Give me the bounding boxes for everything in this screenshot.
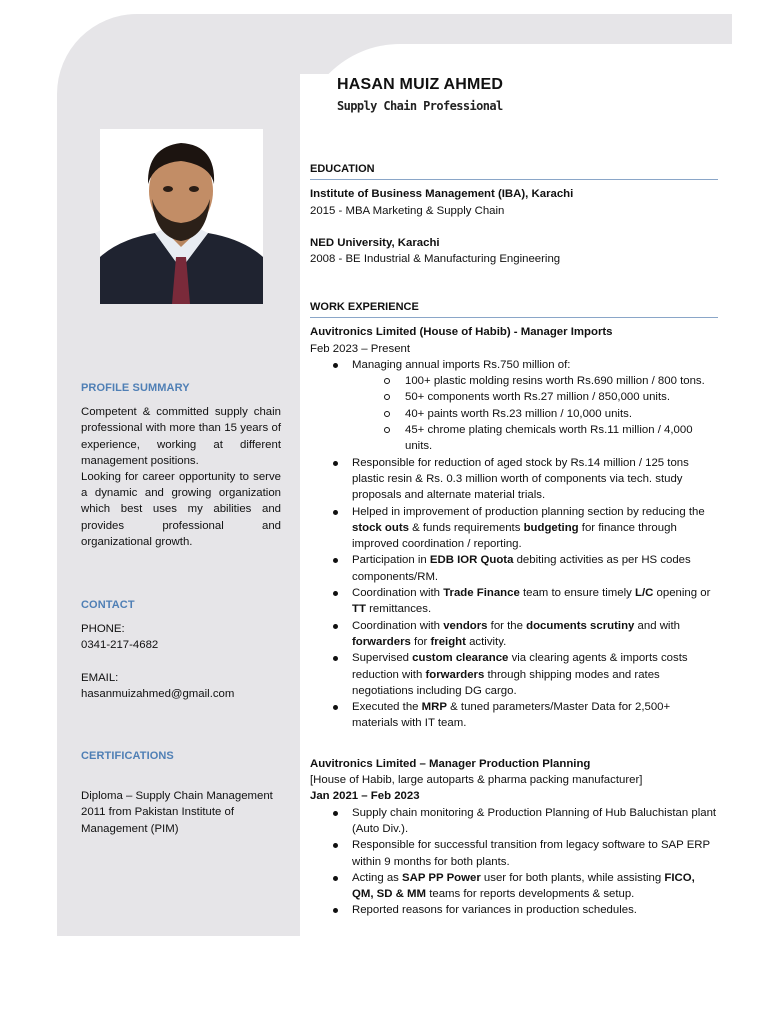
bullet-emphasis: TT xyxy=(352,603,366,616)
bullet-item xyxy=(310,650,718,699)
bullet-segment: debiting activities as per HS codes components/RM. xyxy=(352,554,691,583)
bullet-emphasis: FICO, QM, SD & MM xyxy=(352,871,695,901)
work-experience-heading: WORK EXPERIENCE xyxy=(310,299,718,318)
bullet-item xyxy=(310,618,718,651)
bullet-emphasis: budgeting xyxy=(523,521,579,534)
certification-line-2: 2011 from Pakistan Institute of xyxy=(81,806,235,819)
education-degree-2: 2008 - BE Industrial & Manufacturing Engineering xyxy=(310,253,561,266)
bullet-emphasis: custom clearance xyxy=(412,652,509,665)
bullet-segment: & tuned parameters/Master Data for 2,500+ materials with IT team. xyxy=(352,701,671,730)
sub-bullet-item: 50+ components worth Rs.27 million / 850,000 units. xyxy=(352,389,718,405)
bullet-item xyxy=(310,805,718,838)
bullet-text xyxy=(352,839,710,867)
job-dates: Feb 2023 – Present xyxy=(310,342,411,355)
bullet-segment: team to ensure timely xyxy=(519,587,636,600)
bullet-text xyxy=(352,359,570,371)
bullet-segment: Supply chain monitoring & Production Planning of Hub Baluchistan plant (Auto Div.). xyxy=(352,806,717,835)
bullet-emphasis: SAP PP Power xyxy=(402,871,481,884)
bullet-emphasis: Trade Finance xyxy=(443,587,520,600)
bullet-segment: Acting as xyxy=(352,871,403,884)
sub-bullet-item: 45+ chrome plating chemicals worth Rs.11 million / 4,000 units. xyxy=(352,422,718,455)
bullet-segment: for finance through improved coordination / reporting. xyxy=(352,521,677,551)
bullet-segment: & funds requirements xyxy=(408,521,524,534)
bullet-segment: for the xyxy=(487,619,527,632)
certifications-section xyxy=(81,748,281,837)
profile-objective-text: Looking for career opportunity to serve a dynamic and growing organization which best uses my abilities and provides professional and organizational growth. xyxy=(81,471,281,548)
bullet-text xyxy=(352,457,689,502)
bullet-segment: via clearing agents & imports costs reduction with xyxy=(352,652,688,681)
certification-line-3: Management (PIM) xyxy=(81,822,179,835)
bullet-emphasis: freight xyxy=(430,635,466,648)
bullet-item xyxy=(310,837,718,870)
education-school-2: NED University, Karachi xyxy=(310,236,440,249)
bullet-item xyxy=(310,504,718,553)
bullet-text xyxy=(352,506,705,551)
bullet-segment: Executed the xyxy=(352,701,422,714)
bullet-text xyxy=(352,652,688,697)
profile-summary-section xyxy=(81,380,281,550)
job-1 xyxy=(310,324,718,731)
bullet-segment: teams for reports developments & setup. xyxy=(426,888,635,901)
bullet-text xyxy=(352,554,691,582)
bullet-item xyxy=(310,699,718,732)
contact-section xyxy=(81,597,281,702)
bullet-segment: Coordination with xyxy=(352,619,444,632)
bullet-text xyxy=(352,587,710,615)
bullet-emphasis: forwarders xyxy=(425,668,485,681)
bullet-emphasis: forwarders xyxy=(352,635,411,648)
bullet-emphasis: stock outs xyxy=(352,521,409,534)
certifications-heading: CERTIFICATIONS xyxy=(81,750,174,762)
bullet-item xyxy=(310,870,718,903)
bullet-segment: Coordination with xyxy=(352,587,444,600)
bullet-text xyxy=(352,904,637,916)
bullet-item xyxy=(310,357,718,455)
candidate-title: Supply Chain Professional xyxy=(337,99,503,113)
bullet-segment: Responsible for successful transition from legacy software to SAP ERP within 9 months for both plants. xyxy=(352,839,710,868)
certification-line-1: Diploma – Supply Chain Management xyxy=(81,790,273,803)
work-experience-section xyxy=(310,299,718,919)
bullet-segment: Supervised xyxy=(352,652,413,665)
profile-summary-heading: PROFILE SUMMARY xyxy=(81,382,190,394)
sub-bullet-item: 40+ paints worth Rs.23 million / 10,000 units. xyxy=(352,406,718,422)
job-dates: Jan 2021 – Feb 2023 xyxy=(310,790,420,803)
bullet-segment: Managing annual imports Rs.750 million of: xyxy=(352,358,571,371)
bullet-emphasis: L/C xyxy=(635,587,654,600)
bullet-segment: Helped in improvement of production planning section by reducing the xyxy=(352,505,705,518)
email-label: EMAIL: xyxy=(81,671,119,684)
job-title: Auvitronics Limited – Manager Production Planning xyxy=(310,757,591,770)
job-responsibilities xyxy=(310,357,718,732)
bullet-segment: Participation in xyxy=(352,554,430,567)
job-2 xyxy=(310,756,718,919)
bullet-item xyxy=(310,552,718,585)
bullet-item xyxy=(310,902,718,918)
contact-heading: CONTACT xyxy=(81,599,135,611)
bullet-text xyxy=(352,807,716,835)
education-section xyxy=(310,161,718,267)
bullet-emphasis: documents scrutiny xyxy=(526,619,635,632)
phone-label: PHONE: xyxy=(81,623,125,636)
bullet-emphasis: EDB IOR Quota xyxy=(429,554,514,567)
bullet-segment: Reported reasons for variances in production schedules. xyxy=(352,904,637,917)
bullet-segment: Responsible for reduction of aged stock by Rs.14 million / 125 tons plastic resin & Rs. 0.3 million worth of components via tech. study proposals and alternate material trials. xyxy=(352,456,689,502)
bullet-emphasis: vendors xyxy=(443,619,488,632)
bullet-emphasis: MRP xyxy=(421,701,447,714)
job-title: Auvitronics Limited (House of Habib) - Manager Imports xyxy=(310,326,613,339)
bullet-text xyxy=(352,701,670,729)
bullet-segment: through shipping modes and rates negotiations including DG cargo. xyxy=(352,668,660,697)
candidate-name: HASAN MUIZ AHMED xyxy=(337,76,504,93)
bullet-segment: user for both plants, while assisting xyxy=(480,871,665,884)
phone-value: 0341-217-4682 xyxy=(81,639,159,652)
bullet-item xyxy=(310,585,718,618)
job-responsibilities xyxy=(310,805,718,919)
bullet-text xyxy=(352,872,695,900)
profile-summary-text: Competent & committed supply chain professional with more than 15 years of experience, working at different management positions. xyxy=(81,406,281,467)
bullet-segment: for xyxy=(410,635,431,648)
bullet-segment: activity. xyxy=(465,635,507,648)
education-school-1: Institute of Business Management (IBA), Karachi xyxy=(310,188,574,201)
bullet-segment: opening or xyxy=(653,587,711,600)
education-heading: EDUCATION xyxy=(310,161,718,180)
bullet-text xyxy=(352,620,680,648)
profile-photo xyxy=(100,129,263,304)
job-note: [House of Habib, large autoparts & pharma packing manufacturer] xyxy=(310,774,643,787)
bullet-segment: remittances. xyxy=(365,603,432,616)
bullet-item xyxy=(310,455,718,504)
bullet-segment: and with xyxy=(634,619,680,632)
email-value: hasanmuizahmed@gmail.com xyxy=(81,687,235,700)
sub-list xyxy=(352,373,718,454)
sub-bullet-item: 100+ plastic molding resins worth Rs.690 million / 800 tons. xyxy=(352,373,718,389)
education-degree-1: 2015 - MBA Marketing & Supply Chain xyxy=(310,204,505,217)
